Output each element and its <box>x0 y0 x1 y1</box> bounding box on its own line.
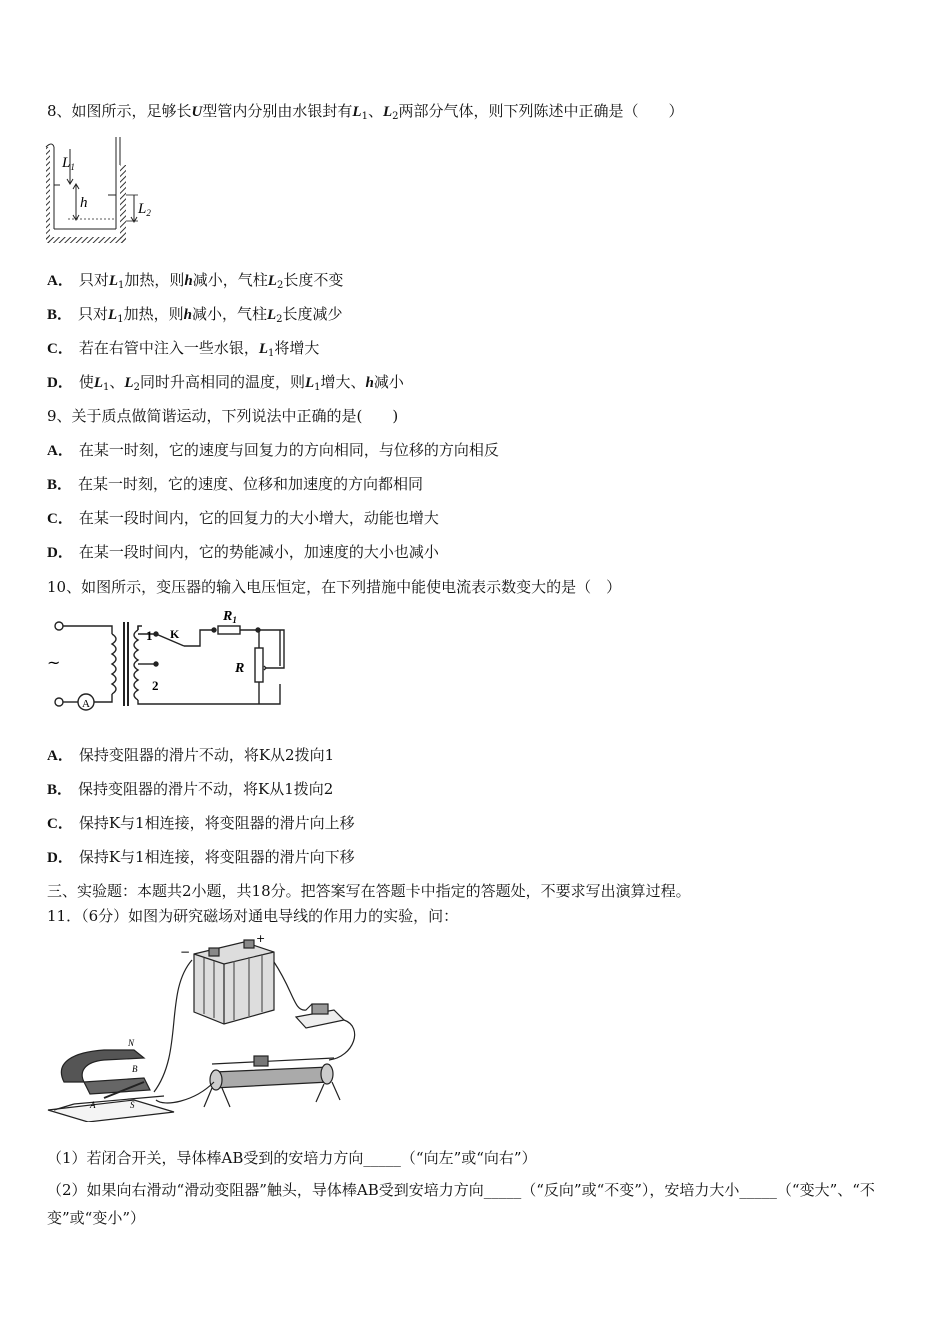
q10-option-b: B． 保持变阻器的滑片不动，将K从1拨向2 <box>47 780 334 798</box>
q8-u-tube-figure <box>40 137 170 249</box>
ammeter-label: A <box>82 698 90 710</box>
label-l2: $L_2$ <box>138 201 151 218</box>
q9-option-b: B． 在某一时刻，它的速度、位移和加速度的方向都相同 <box>47 475 424 493</box>
option-label: B． <box>47 307 73 323</box>
q8-stem-sub: 2 <box>392 111 399 122</box>
label-l1: $L_1$ <box>62 155 75 172</box>
option-label: D． <box>47 375 73 391</box>
rheostat-r-label: R <box>235 661 245 676</box>
q11-stem: 11．（6分）如图为研究磁场对通电导线的作用力的实验，问： <box>47 907 459 925</box>
q8-stem-l: L <box>352 104 362 120</box>
magnet-s-label: S <box>130 1100 135 1110</box>
q8-option-b: B． 只对$L_1$加热，则h减小，气柱$L_2$长度减少 <box>47 305 343 325</box>
q8-stem-text: 8、如图所示，足够长 <box>47 102 192 120</box>
resistor-r1-label: $R_1$ <box>223 609 237 625</box>
q11-experiment-figure <box>44 932 364 1122</box>
q9-option-c: C． 在某一段时间内，它的回复力的大小增大，动能也增大 <box>47 509 439 527</box>
q8-option-d: D． 使$L_1$、$L_2$同时升高相同的温度，则$L_1$增大、h减小 <box>47 373 404 393</box>
q8-stem-text: 两部分气体，则下列陈述中正确是（ ） <box>398 102 684 120</box>
q8-stem-text: 、 <box>367 102 383 120</box>
switch-terminal-1: 1 <box>146 628 153 643</box>
switch-k-label: K <box>170 627 180 641</box>
switch-terminal-2: 2 <box>152 678 159 693</box>
q8-option-a: A． 只对$L_1$加热，则h减小，气柱$L_2$长度不变 <box>47 271 344 291</box>
q10-option-c: C． 保持K与1相连接，将变阻器的滑片向上移 <box>47 814 355 832</box>
q8-stem-sub: 1 <box>361 111 368 122</box>
battery-minus-label: − <box>180 945 191 959</box>
q11-sub1: （1）若闭合开关，导体棒AB受到的安培力方向_____（“向左”或“向右”） <box>47 1149 537 1167</box>
q8-stem-text: 型管内分别由水银封有 <box>202 102 353 120</box>
battery-plus-label: + <box>256 932 266 945</box>
ac-source-symbol: ~ <box>47 653 61 672</box>
q8-stem-l: L <box>382 104 393 120</box>
q11-sub2: （2）如果向右滑动“滑动变阻器”触头，导体棒AB受到安培力方向_____（“反向”或“不变”），安培力大小_____（“变大”、“不变”或“变小”） <box>47 1181 875 1227</box>
option-label: C． <box>47 341 73 357</box>
q8-option-c: C． 若在右管中注入一些水银，$L_1$将增大 <box>47 339 320 359</box>
q9-stem: 9、关于质点做简谐运动，下列说法中正确的是( ) <box>47 407 399 425</box>
q9-option-d: D． 在某一段时间内，它的势能减小，加速度的大小也减小 <box>47 543 439 561</box>
option-label: A． <box>47 273 73 289</box>
q10-transformer-circuit-figure <box>42 606 292 718</box>
rod-a-label: A <box>90 1100 96 1110</box>
q10-stem: 10、如图所示，变压器的输入电压恒定，在下列措施中能使电流表示数变大的是（ ） <box>47 578 622 596</box>
label-h: h <box>80 195 88 211</box>
q8-stem-u: U <box>191 104 203 120</box>
u-tube-closed-end <box>46 144 54 147</box>
q10-option-a: A． 保持变阻器的滑片不动，将K从2拨向1 <box>47 746 335 764</box>
section3-heading: 三、实验题：本题共2小题，共18分。把答案写在答题卡中指定的答题处，不要求写出演算过程。 <box>47 882 691 900</box>
u-tube-right-wall <box>120 165 126 243</box>
q10-option-d: D． 保持K与1相连接，将变阻器的滑片向下移 <box>47 848 355 866</box>
u-tube-bottom <box>46 237 126 243</box>
u-tube-left-wall <box>46 147 50 243</box>
q9-option-a: A． 在某一时刻，它的速度与回复力的方向相同，与位移的方向相反 <box>47 441 499 459</box>
magnet-n-label: N <box>128 1038 135 1048</box>
q8-stem <box>47 101 684 127</box>
rod-b-label: B <box>132 1064 138 1074</box>
